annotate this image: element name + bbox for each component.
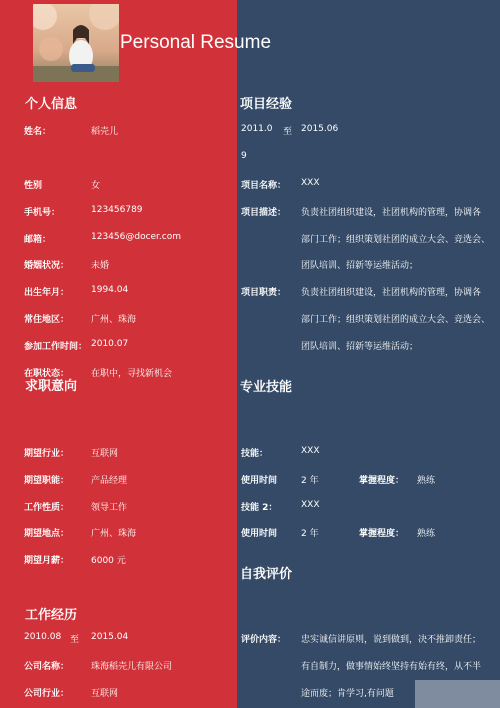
level2-value: 熟练 bbox=[417, 529, 436, 539]
company-value: 珠海稻壳儿有限公司 bbox=[91, 662, 173, 672]
residence-value: 广州、珠海 bbox=[91, 315, 137, 325]
industry-value: 互联网 bbox=[91, 449, 119, 459]
project-name-value: XXX bbox=[301, 178, 320, 188]
section-skills-heading: 专业技能 bbox=[240, 380, 293, 395]
salary-label: 期望月薪： bbox=[24, 556, 70, 566]
salary-value: 6000 元 bbox=[91, 556, 126, 566]
nature-label: 工作性质： bbox=[24, 503, 70, 513]
project-duty-label: 项目职责： bbox=[241, 288, 287, 298]
work-start-label: 参加工作时间： bbox=[24, 342, 88, 352]
evaluation-label: 评价内容： bbox=[241, 635, 287, 645]
job-status-value: 在职中，寻找新机会 bbox=[91, 369, 173, 379]
skill2-label: 技能 2： bbox=[241, 503, 278, 513]
page-title: Personal Resume bbox=[120, 32, 272, 53]
function-value: 产品经理 bbox=[91, 476, 128, 486]
skill2-value: XXX bbox=[301, 500, 320, 510]
watermark-overlay bbox=[415, 680, 500, 708]
profile-photo bbox=[33, 4, 119, 82]
project-duty-line: 团队培训、招新等运维活动； bbox=[301, 342, 419, 352]
section-work-heading: 工作经历 bbox=[25, 608, 78, 623]
project-duty-line: 部门工作；组织策划社团的成立大会、竞选会、 bbox=[301, 315, 491, 325]
skill1-value: XXX bbox=[301, 446, 320, 456]
birth-value: 1994.04 bbox=[91, 285, 129, 295]
level2-label: 掌握程度： bbox=[359, 529, 405, 539]
job-status-label: 在职状态： bbox=[24, 369, 70, 379]
time1-label: 使用时间 bbox=[241, 476, 278, 486]
project-end-date: 2015.06 bbox=[301, 124, 339, 134]
name-value: 稻壳儿 bbox=[91, 127, 119, 137]
skill1-label: 技能： bbox=[241, 449, 269, 459]
phone-value: 123456789 bbox=[91, 205, 143, 215]
phone-label: 手机号： bbox=[24, 208, 61, 218]
time2-label: 使用时间 bbox=[241, 529, 278, 539]
industry-label: 期望行业： bbox=[24, 449, 70, 459]
residence-label: 常住地区： bbox=[24, 315, 70, 325]
time1-value: 2 年 bbox=[301, 476, 319, 486]
birth-label: 出生年月： bbox=[24, 288, 70, 298]
project-start-date: 2011.0 bbox=[241, 124, 273, 134]
section-personal-heading: 个人信息 bbox=[25, 97, 78, 112]
name-label: 姓名： bbox=[24, 127, 52, 137]
marital-label: 婚姻状况： bbox=[24, 261, 70, 271]
company-industry-label: 公司行业： bbox=[24, 689, 70, 699]
evaluation-line: 有自制力，做事情始终坚持有始有终，从不半 bbox=[301, 662, 482, 672]
project-end-date-wrap: 9 bbox=[241, 151, 247, 161]
section-project-heading: 项目经验 bbox=[240, 97, 293, 112]
work-start-value: 2010.07 bbox=[91, 339, 129, 349]
section-evaluation-heading: 自我评价 bbox=[240, 567, 293, 582]
work-start-date: 2010.08 bbox=[24, 632, 62, 642]
project-desc-label: 项目描述： bbox=[241, 208, 287, 218]
location-label: 期望地点： bbox=[24, 529, 70, 539]
level1-label: 掌握程度： bbox=[359, 476, 405, 486]
project-desc-line: 团队培训、招新等运维活动； bbox=[301, 261, 419, 271]
section-intention-heading: 求职意向 bbox=[25, 379, 78, 394]
time2-value: 2 年 bbox=[301, 529, 319, 539]
project-name-label: 项目名称： bbox=[241, 181, 287, 191]
email-label: 邮箱： bbox=[24, 235, 52, 245]
work-end-date: 2015.04 bbox=[91, 632, 129, 642]
project-duty-line: 负责社团组织建设，社团机构的管理，协调各 bbox=[301, 288, 482, 298]
function-label: 期望职能： bbox=[24, 476, 70, 486]
company-label: 公司名称： bbox=[24, 662, 70, 672]
evaluation-line: 途而废；肯学习,有问题 bbox=[301, 689, 394, 699]
evaluation-line: 忠实诚信讲原则，说到做到，决不推卸责任； bbox=[301, 635, 482, 645]
gender-label: 性别 bbox=[24, 181, 43, 191]
location-value: 广州、珠海 bbox=[91, 529, 137, 539]
project-desc-line: 部门工作；组织策划社团的成立大会、竞选会、 bbox=[301, 235, 491, 245]
work-to: 至 bbox=[70, 635, 80, 645]
project-desc-line: 负责社团组织建设，社团机构的管理，协调各 bbox=[301, 208, 482, 218]
email-value: 123456@docer.com bbox=[91, 232, 182, 242]
nature-value: 领导工作 bbox=[91, 503, 128, 513]
marital-value: 未婚 bbox=[91, 261, 110, 271]
gender-value: 女 bbox=[91, 181, 101, 191]
project-to: 至 bbox=[283, 127, 293, 137]
company-industry-value: 互联网 bbox=[91, 689, 119, 699]
level1-value: 熟练 bbox=[417, 476, 436, 486]
